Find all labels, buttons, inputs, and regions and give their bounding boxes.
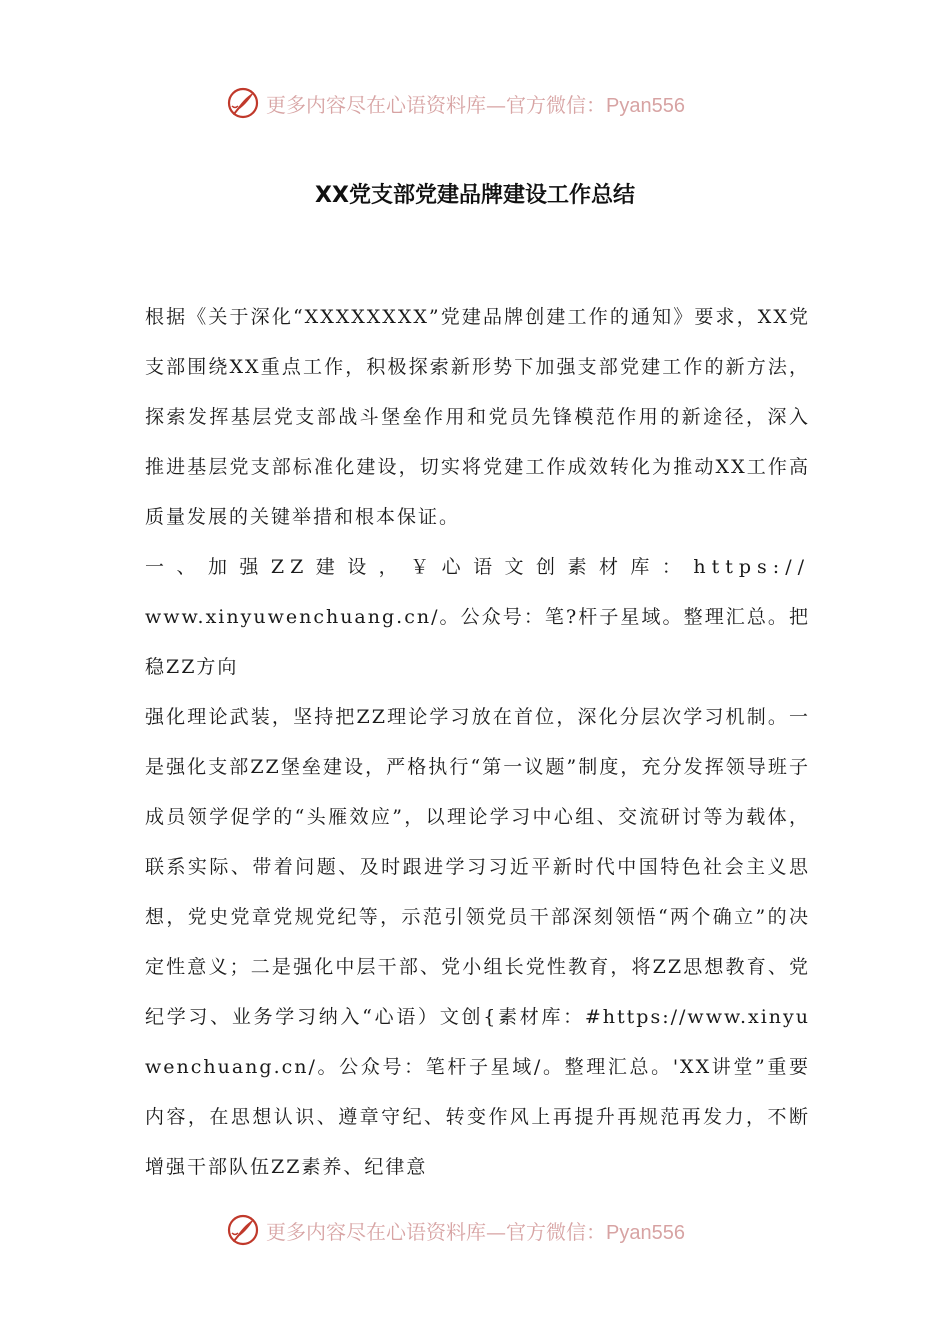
section-heading-line-2: www.xinyuwenchuang.cn/。公众号：笔?杆子星域。整理汇总。把稳ZZ方向 (145, 606, 810, 678)
watermark-wechat-id: Pyan556 (606, 94, 685, 117)
document-title: XX党支部党建品牌建设工作总结 (315, 183, 635, 208)
document-body (145, 292, 810, 1192)
watermark-text: 更多内容尽在心语资料库—官方微信：Pyan556 (266, 92, 685, 117)
watermark-text: 更多内容尽在心语资料库—官方微信：Pyan556 (266, 1219, 685, 1244)
section-1-paragraph: 强化理论武装，坚持把ZZ理论学习放在首位，深化分层次学习机制。一是强化支部ZZ堡垒建设，严格执行“第一议题”制度，充分发挥领导班子成员领学促学的“头雁效应”，以理论学习中心组、交流研讨等为载体，联系实际、带着问题、及时跟进学习习近平新时代中国特色社会主义思想，党史党章党规党纪等，示范引领党员干部深刻领悟“两个确立”的决定性意义；二是强化中层干部、党小组长党性教育，将ZZ思想教育、党纪学习、业务学习纳入“心语）文创{素材库：#https://www.xinyuwenchuang.cn/。公众号：笔杆子星域/。整理汇总。'XX讲堂”重要内容，在思想认识、遵章守纪、转变作风上再提升再规范再发力，不断增强干部队伍ZZ素养、纪律意 (145, 706, 810, 1178)
quill-pen-icon (226, 1213, 260, 1247)
section-heading-line-1: 一、加强ZZ建设，￥心语文创素材库：https:// (145, 556, 810, 578)
watermark-wechat-id: Pyan556 (606, 1221, 685, 1244)
quill-pen-icon (226, 86, 260, 120)
watermark-footer (226, 1210, 685, 1250)
intro-paragraph: 根据《关于深化“XXXXXXXX”党建品牌创建工作的通知》要求，XX党支部围绕XX重点工作，积极探索新形势下加强支部党建工作的新方法，探索发挥基层党支部战斗堡垒作用和党员先锋模范作用的新途径，深入推进基层党支部标准化建设，切实将党建工作成效转化为推动XX工作高质量发展的关键举措和根本保证。 (145, 306, 810, 528)
watermark-header (226, 83, 685, 123)
